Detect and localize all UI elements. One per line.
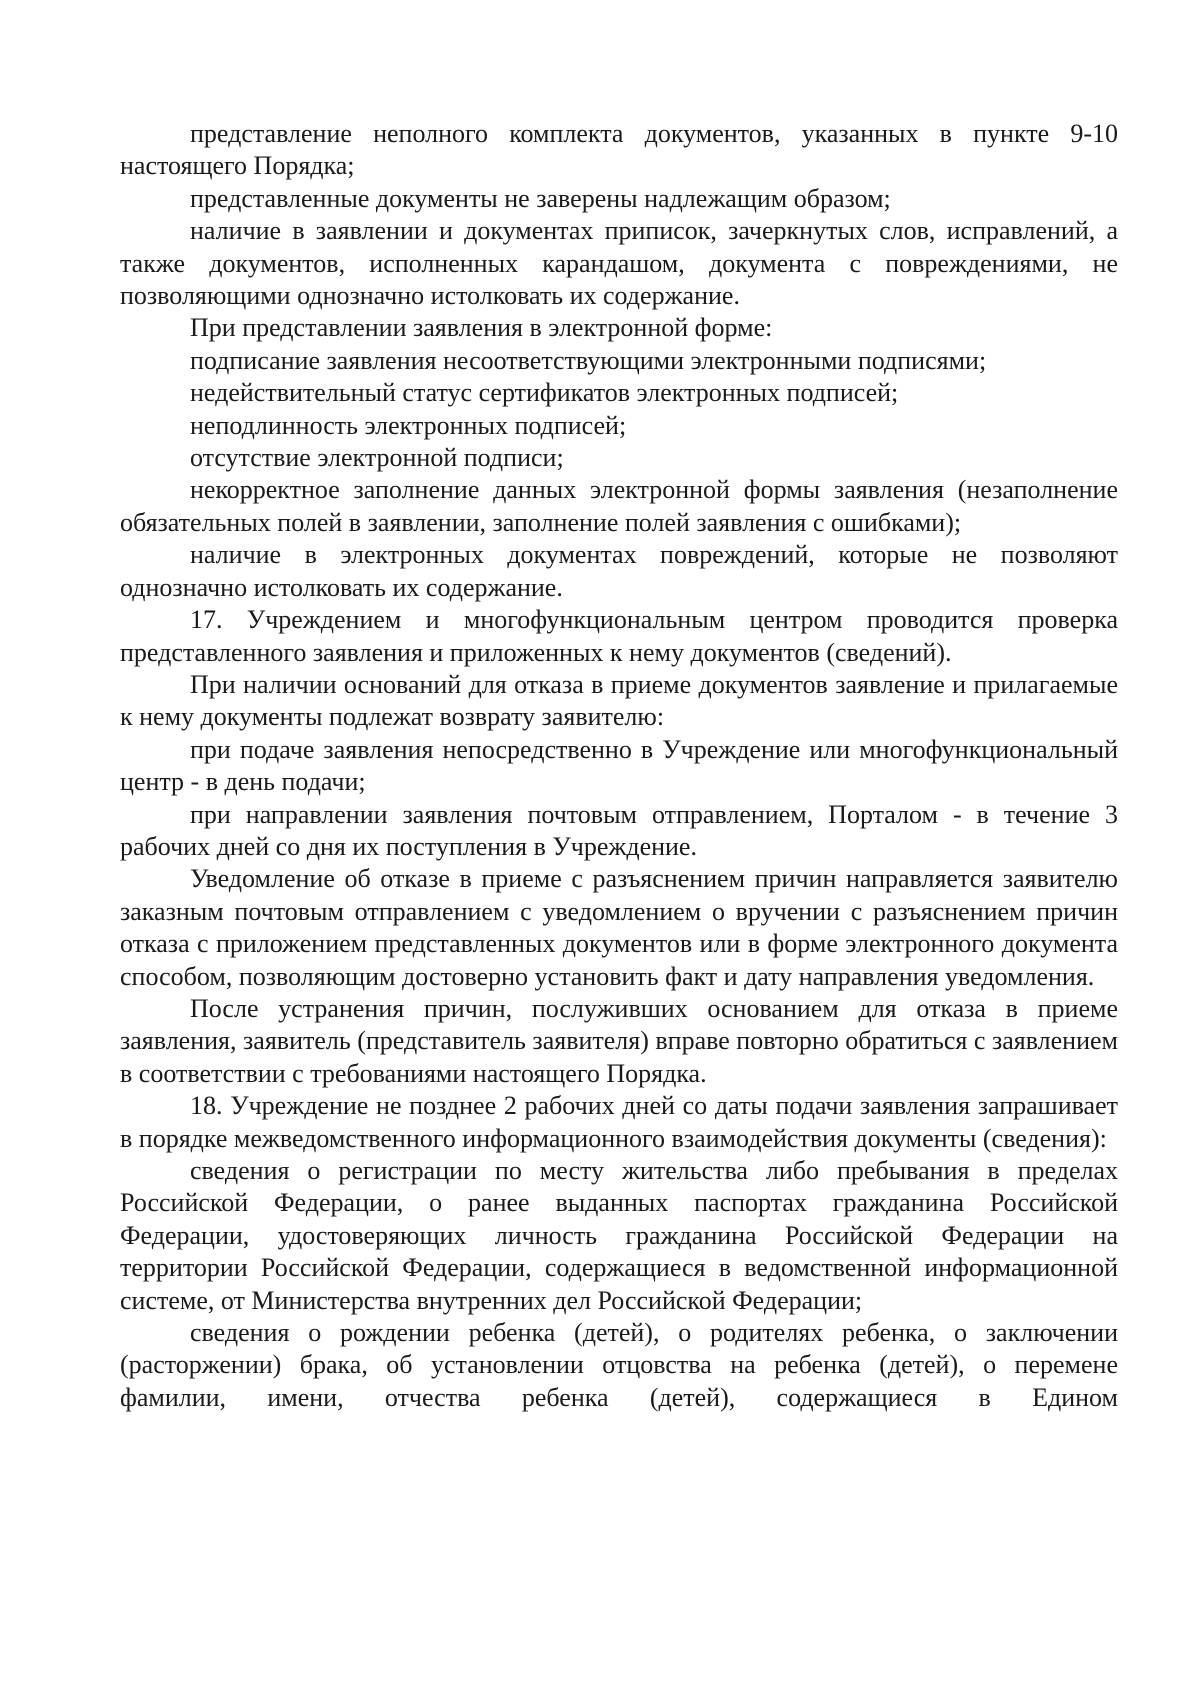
paragraph-signatures-mismatch: подписание заявления несоответствующими электронными подписями; <box>190 345 987 375</box>
paragraph-incomplete-documents: представление неполного комплекта документов, указанных в пункте 9-10 настоящего Порядка; <box>120 119 1118 181</box>
paragraph-postal-submission: при направлении заявления почтовым отправлением, Порталом - в течение 3 рабочих дней со дня их поступления в Учреждение. <box>120 799 1118 861</box>
paragraph-refusal-grounds: При наличии оснований для отказа в приеме документов заявление и прилагаемые к нему документы подлежат возврату заявителю: <box>120 669 1118 732</box>
paragraph-missing-signature: отсутствие электронной подписи; <box>190 443 564 473</box>
document-text <box>120 118 1118 1414</box>
paragraph-damaged-documents: наличие в электронных документах повреждений, которые не позволяют однозначно истолковать их содержание. <box>120 540 1118 602</box>
paragraph-non-authentic-signatures: неподлинность электронных подписей; <box>190 410 627 440</box>
paragraph-item-17: 17. Учреждением и многофункциональным центром проводится проверка представленного заявления и приложенных к нему документов (сведений). <box>120 605 1118 667</box>
paragraph-incorrect-fill: некорректное заполнение данных электронной формы заявления (незаполнение обязательных полей в заявлении, заполнение полей заявления с ошибками); <box>120 475 1118 537</box>
paragraph-invalid-certificates: недействительный статус сертификатов электронных подписей; <box>190 378 899 408</box>
paragraph-not-certified: представленные документы не заверены надлежащим образом; <box>190 183 891 213</box>
paragraph-direct-submission: при подаче заявления непосредственно в Учреждение или многофункциональный центр - в день подачи; <box>120 734 1118 797</box>
paragraph-item-18: 18. Учреждение не позднее 2 рабочих дней со даты подачи заявления запрашивает в порядке межведомственного информационного взаимодействия документы (сведения): <box>120 1091 1118 1153</box>
paragraph-refusal-notice: Уведомление об отказе в приеме с разъяснением причин направляется заявителю заказным почтовым отправлением с уведомлением о вручении с разъяснением причин отказа с приложением представленных документов или в форме электронного документа способом, позволяющим достоверно установить факт и дату направления уведомления. <box>120 864 1118 991</box>
paragraph-electronic-form-heading: При представлении заявления в электронной форме: <box>190 313 773 343</box>
paragraph-corrections: наличие в заявлении и документах приписок, зачеркнутых слов, исправлений, а также документов, исполненных карандашом, документа с повреждениями, не позволяющими однозначно истолковать их содержание. <box>120 216 1118 311</box>
paragraph-birth-info: сведения о рождении ребенка (детей), о родителях ребенка, о заключении (расторжении) брака, об установлении отцовства на ребенка (детей), о перемене фамилии, имени, отчества ребенка (детей), содержащиеся в Едином <box>120 1318 1118 1412</box>
paragraph-registration-info: сведения о регистрации по месту жительства либо пребывания в пределах Российской Федерации, о ранее выданных паспортах гражданина Российской Федерации, удостоверяющих личность гражданина Российской Федерации на территории Российской Федерации, содержащиеся в ведомственной информационной системе, от Министерства внутренних дел Российской Федерации; <box>120 1156 1118 1315</box>
paragraph-resubmission: После устранения причин, послуживших основанием для отказа в приеме заявления, заявитель (представитель заявителя) вправе повторно обратиться с заявлением в соответствии с требованиями настоящего Порядка. <box>120 993 1118 1088</box>
